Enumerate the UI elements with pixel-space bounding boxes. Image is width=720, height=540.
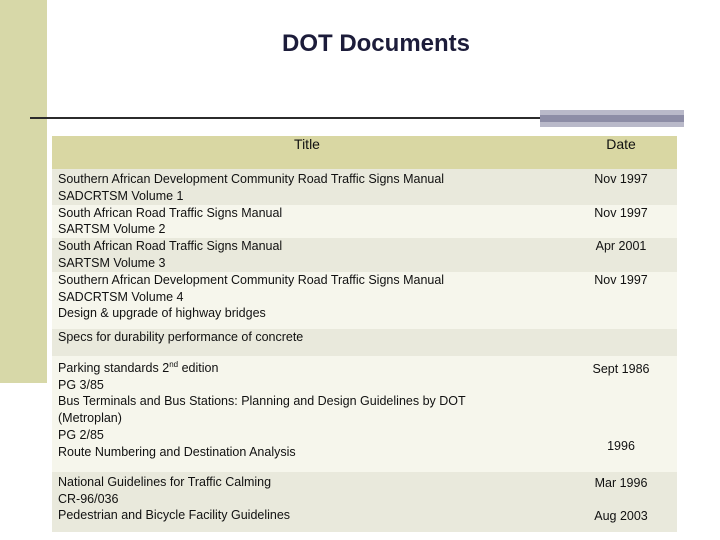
document-title: Route Numbering and Destination Analysis xyxy=(58,444,296,459)
title-divider xyxy=(30,117,540,119)
document-code: SARTSM Volume 2 xyxy=(58,222,166,237)
page-title: DOT Documents xyxy=(281,30,470,57)
document-title-cell xyxy=(52,272,562,329)
document-date: Nov 1997 xyxy=(565,169,677,205)
table-row xyxy=(52,238,677,272)
document-code: PG 2/85 xyxy=(58,427,104,442)
document-date: Apr 2001 xyxy=(565,238,677,272)
document-code: SADCRTSM Volume 1 xyxy=(58,188,184,203)
document-title: Pedestrian and Bicycle Facility Guidelines xyxy=(58,508,291,523)
table-header-row xyxy=(52,136,677,169)
document-title-cell xyxy=(52,238,562,272)
table-row xyxy=(52,272,677,329)
document-title: Southern African Development Community Road Traffic Signs Manual xyxy=(58,272,445,287)
document-date xyxy=(565,329,677,356)
document-title-cell xyxy=(52,205,562,239)
document-date: Sept 1986 xyxy=(592,361,650,376)
table-row xyxy=(52,205,677,239)
document-title: (Metroplan) xyxy=(58,411,122,426)
document-title-cell xyxy=(52,169,562,205)
title-column-header: Title xyxy=(52,136,562,169)
table-row xyxy=(52,356,677,472)
divider-accent xyxy=(540,110,684,127)
document-date-cell xyxy=(565,356,677,472)
document-title: South African Road Traffic Signs Manual xyxy=(58,239,283,254)
document-title: Parking standards 2nd edition xyxy=(58,359,219,375)
table-row xyxy=(52,169,677,205)
document-date: 1996 xyxy=(607,438,635,453)
document-title-cell xyxy=(52,472,562,532)
document-date: Aug 2003 xyxy=(594,508,648,523)
document-title: South African Road Traffic Signs Manual xyxy=(58,205,283,220)
table-row xyxy=(52,472,677,532)
document-title-cell xyxy=(52,356,562,472)
document-code: SARTSM Volume 3 xyxy=(58,255,166,270)
document-title: National Guidelines for Traffic Calming xyxy=(58,474,272,489)
document-date: Nov 1997 xyxy=(565,205,677,239)
document-date: Mar 1996 xyxy=(594,475,648,490)
document-title-cell xyxy=(52,329,562,356)
date-column-header: Date xyxy=(565,136,677,169)
table-row xyxy=(52,329,677,356)
document-date: Nov 1997 xyxy=(565,272,677,329)
document-title: Specs for durability performance of concrete xyxy=(58,329,304,344)
document-date-cell xyxy=(565,472,677,532)
document-title: Design & upgrade of highway bridges xyxy=(58,306,266,321)
document-code: CR-96/036 xyxy=(58,491,119,506)
document-title: Bus Terminals and Bus Stations: Planning and Design Guidelines by DOT xyxy=(58,394,466,409)
document-code: SADCRTSM Volume 4 xyxy=(58,289,184,304)
document-code: PG 3/85 xyxy=(58,377,104,392)
documents-table xyxy=(52,136,677,532)
document-title: Southern African Development Community Road Traffic Signs Manual xyxy=(58,172,445,186)
